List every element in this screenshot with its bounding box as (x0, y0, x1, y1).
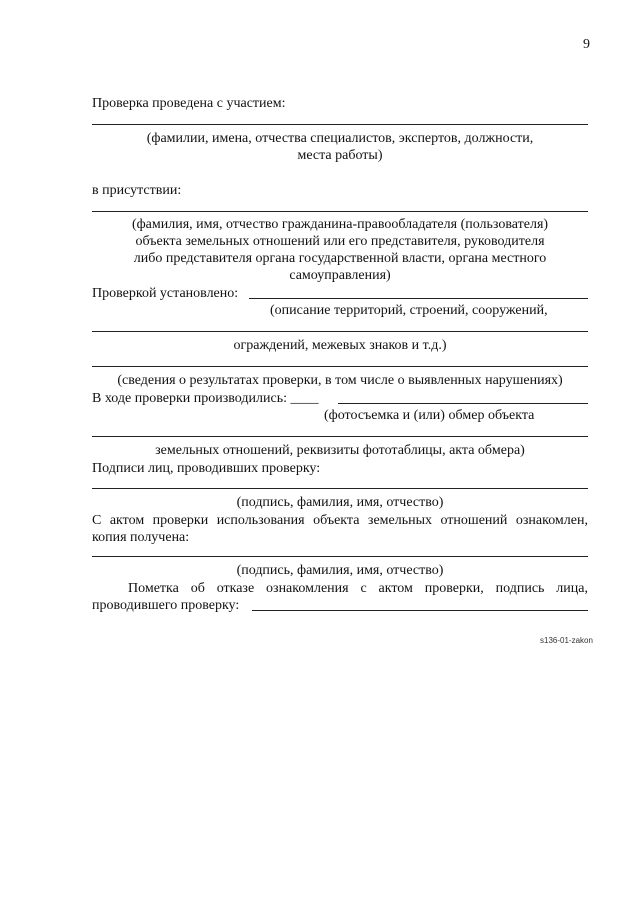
participants-hint-2: места работы) (297, 148, 383, 163)
refusal-line-2: проводившего проверку: (92, 598, 240, 613)
results-hint: (сведения о результатах проверки, в том числе о выявленных нарушениях) (117, 373, 563, 388)
presence-hint-1: (фамилия, имя, отчество гражданина-правообладателя (пользователя) (131, 217, 549, 232)
performed-rule (338, 403, 588, 404)
signatures-label: Подписи лиц, проводивших проверку: (92, 461, 321, 476)
refusal-line-1: Пометка об отказе ознакомления с актом проверки, подпись лица, (128, 581, 588, 596)
acquainted-hint: (подпись, фамилия, имя, отчество) (236, 563, 444, 578)
acquainted-line-2: копия получена: (92, 530, 190, 545)
performed-label: В ходе проверки производились: ____ (92, 391, 319, 406)
established-hint-2: ограждений, межевых знаков и т.д.) (233, 338, 447, 353)
participants-hint-1: (фамилии, имена, отчества специалистов, экспертов, должности, (146, 131, 534, 146)
presence-hint-4: самоуправления) (289, 268, 391, 283)
acquainted-rule (92, 556, 588, 557)
established-hint-1: (описание территорий, строений, сооружений, (270, 303, 548, 318)
acquainted-line-1: С актом проверки использования объекта земельных отношений ознакомлен, (92, 513, 588, 528)
presence-hint-3: либо представителя органа государственной власти, органа местного (133, 251, 547, 266)
presence-rule (92, 211, 588, 212)
participants-rule (92, 124, 588, 125)
performed-hint-2: земельных отношений, реквизиты фототаблицы, акта обмера) (155, 443, 525, 458)
established-rule-2 (92, 331, 588, 332)
presence-hint-2: объекта земельных отношений или его представителя, руководителя (135, 234, 545, 249)
results-rule (92, 366, 588, 367)
performed-hint-1: (фотосъемка и (или) обмер объекта (324, 408, 535, 423)
established-rule (249, 298, 588, 299)
refusal-rule (252, 610, 588, 611)
presence-label: в присутствии: (92, 183, 182, 198)
performed-rule-2 (92, 436, 588, 437)
footer-code: s136-01-zakon (540, 636, 593, 645)
participants-label: Проверка проведена с участием: (92, 96, 286, 111)
page-number: 9 (583, 37, 590, 52)
signatures-rule (92, 488, 588, 489)
signatures-hint: (подпись, фамилия, имя, отчество) (236, 495, 444, 510)
established-label: Проверкой установлено: (92, 286, 239, 301)
